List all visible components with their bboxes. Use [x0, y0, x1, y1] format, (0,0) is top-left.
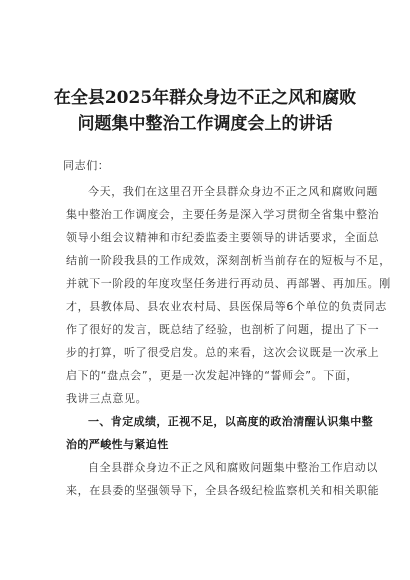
- paragraph-line: 领导小组会议精神和市纪委监委主要领导的讲话要求，全面总: [66, 231, 380, 244]
- paragraph-line: 结前一阶段我县的工作成效，深刻剖析当前存在的短板与不足，: [66, 254, 391, 267]
- document-title-line-1: 在全县2025年群众身边不正之风和腐败: [53, 88, 357, 108]
- document-title-line-2: 问题集中整治工作调度会上的讲话: [77, 114, 333, 134]
- paragraph-line: 我讲三点意见。: [66, 392, 148, 405]
- section-heading-line: 治的严峻性与紧迫性: [66, 438, 169, 451]
- greeting: 同志们：: [63, 159, 110, 172]
- section-heading-line: 一、肯定成绩，正视不足，以高度的政治清醒认识集中整: [88, 415, 373, 428]
- paragraph-line: 自全县群众身边不正之风和腐败问题集中整治工作启动以: [88, 461, 378, 474]
- paragraph-line: 集中整治工作调度会，主要任务是深入学习贯彻全省集中整治: [66, 208, 380, 221]
- paragraph-line: 步的打算，听了很受启发。总的来看，这次会议既是一次承上: [66, 346, 380, 359]
- paragraph-line: 作了很好的发言，既总结了经验，也剖析了问题，提出了下一: [66, 323, 380, 336]
- paragraph-line: 启下的“盘点会”，更是一次发起冲锋的“誓师会”。下面，: [66, 369, 358, 382]
- paragraph-line: 才，县教体局、县农业农村局、县医保局等6个单位的负责同志: [66, 300, 387, 313]
- paragraph-line: 来，在县委的坚强领导下，全县各级纪检监察机关和相关职能: [66, 484, 380, 497]
- paragraph-line: 并就下一阶段的年度攻坚任务进行再动员、再部署、再加压。刚: [66, 277, 391, 290]
- paragraph-line: 今天，我们在这里召开全县群众身边不正之风和腐败问题: [88, 185, 378, 198]
